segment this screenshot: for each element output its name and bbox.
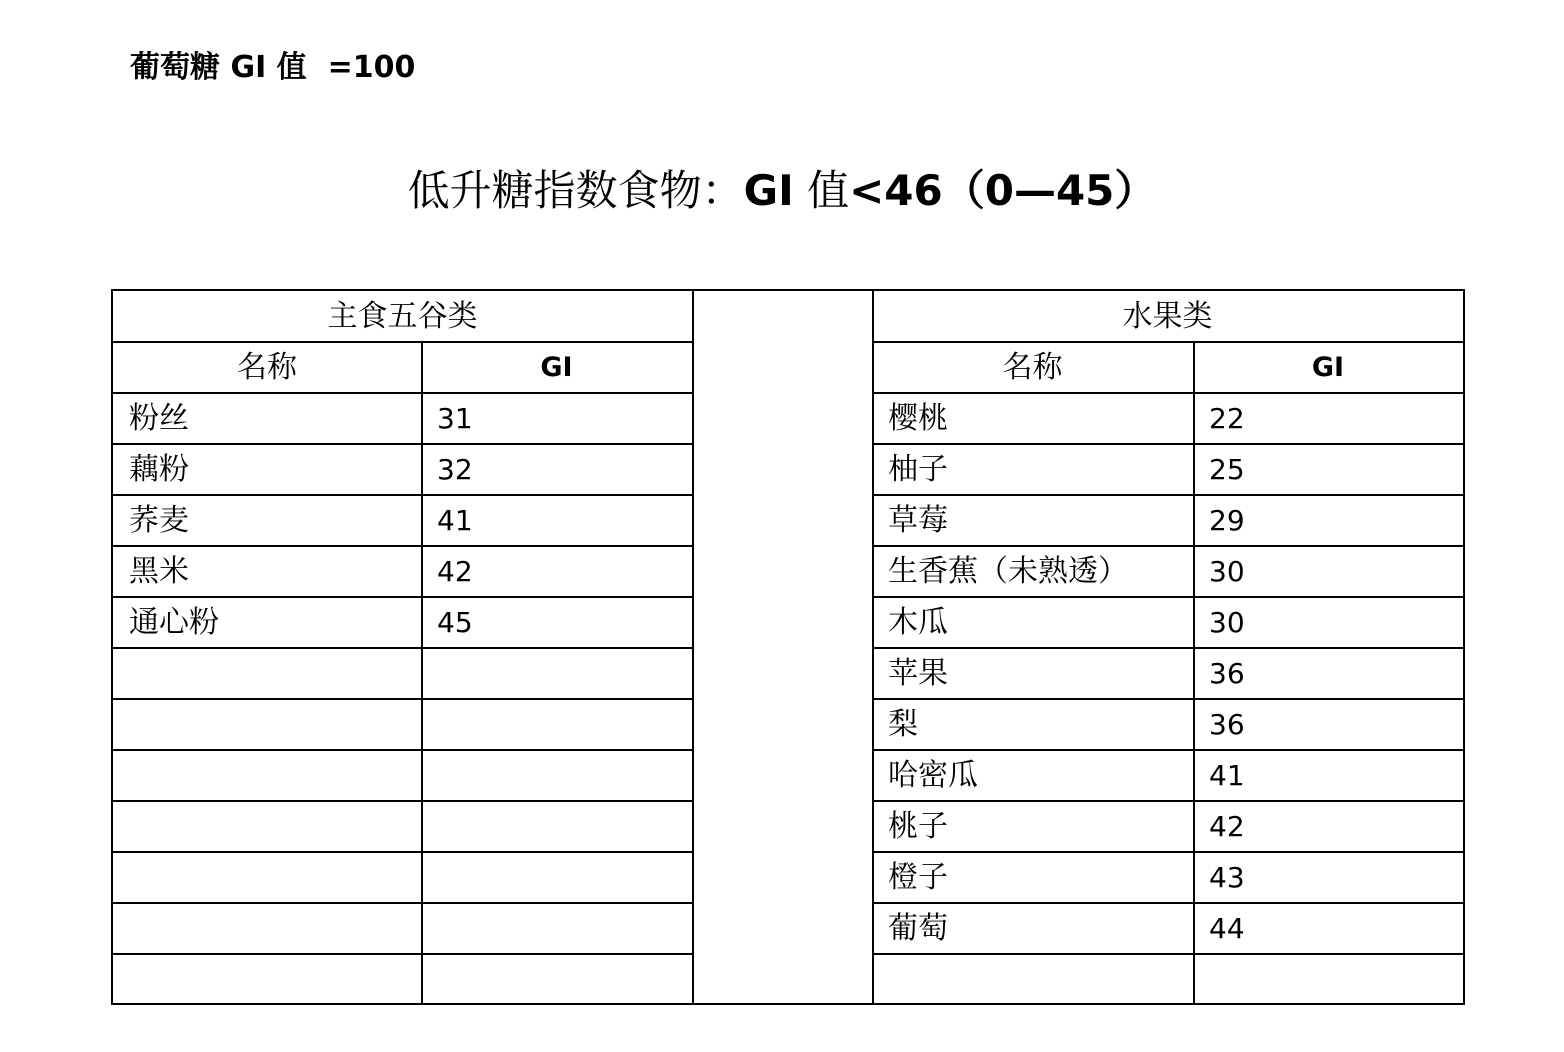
staples-row-name: 通心粉 (129, 605, 219, 640)
fruits-row-name: 桃子 (888, 809, 948, 844)
title-prefix: 低升糖指数食物： (407, 166, 744, 215)
staples-row-name: 粉丝 (129, 401, 189, 436)
page-title (0, 164, 1564, 218)
title-mid: 值 (793, 166, 850, 215)
staples-row-name: 荞麦 (129, 503, 189, 538)
fruits-row-gi: 36 (1209, 708, 1245, 741)
fruits-row-name: 梨 (888, 707, 918, 742)
staples-row-name (113, 699, 421, 750)
staples-row-gi (421, 750, 692, 801)
fruits-row-gi: 42 (1209, 810, 1245, 843)
fruits-row-gi: 29 (1209, 504, 1245, 537)
staples-row-name: 藕粉 (129, 452, 189, 487)
fruits-row-name (872, 954, 1193, 1005)
fruits-row-gi: 25 (1209, 453, 1245, 486)
staples-row-gi (421, 903, 692, 954)
staples-row-gi (421, 699, 692, 750)
staples-row-gi (421, 852, 692, 903)
fruits-col-gi-header: GI (1311, 352, 1345, 383)
fruits-heading: 水果类 (1122, 299, 1213, 334)
staples-heading: 主食五谷类 (327, 299, 478, 334)
staples-row-gi: 42 (437, 555, 473, 588)
fruits-row-name: 苹果 (888, 656, 948, 691)
fruits-row-gi: 30 (1209, 555, 1245, 588)
fruits-row-name: 柚子 (888, 452, 948, 487)
staples-row-gi: 41 (437, 504, 473, 537)
fruits-row-name: 哈密瓜 (888, 758, 978, 793)
staples-row-name (113, 954, 421, 1005)
staples-row-name (113, 852, 421, 903)
fruits-row-gi: 44 (1209, 912, 1245, 945)
fruits-col-name-header: 名称 (1002, 350, 1063, 385)
staples-row-gi (421, 954, 692, 1005)
gi-food-table (111, 289, 1465, 1005)
title-gi: GI (743, 166, 794, 215)
title-range: <46（0—45） (849, 166, 1157, 215)
staples-row-name: 黑米 (129, 554, 189, 589)
fruits-row-gi: 30 (1209, 606, 1245, 639)
fruits-row-gi (1193, 954, 1463, 1005)
fruits-row-gi: 36 (1209, 657, 1245, 690)
fruits-row-name: 生香蕉（未熟透） (888, 554, 1128, 589)
staples-row-gi (421, 648, 692, 699)
staples-row-gi: 32 (437, 453, 473, 486)
staples-col-gi-header: GI (540, 352, 573, 383)
fruits-row-name: 葡萄 (888, 911, 948, 946)
fruits-row-name: 草莓 (888, 503, 948, 538)
staples-col-name-header: 名称 (237, 350, 297, 385)
staples-row-gi: 45 (437, 606, 473, 639)
staples-row-name (113, 801, 421, 852)
fruits-row-gi: 22 (1209, 402, 1245, 435)
staples-row-name (113, 903, 421, 954)
fruits-row-gi: 41 (1209, 759, 1245, 792)
staples-row-gi (421, 801, 692, 852)
fruits-row-name: 木瓜 (888, 605, 948, 640)
glucose-reference-note: 葡萄糖 GI 值 =100 (130, 50, 416, 85)
staples-row-gi: 31 (437, 402, 473, 435)
staples-row-name (113, 750, 421, 801)
fruits-row-name: 樱桃 (888, 401, 948, 436)
staples-row-name (113, 648, 421, 699)
fruits-row-name: 橙子 (888, 860, 948, 895)
fruits-row-gi: 43 (1209, 861, 1245, 894)
